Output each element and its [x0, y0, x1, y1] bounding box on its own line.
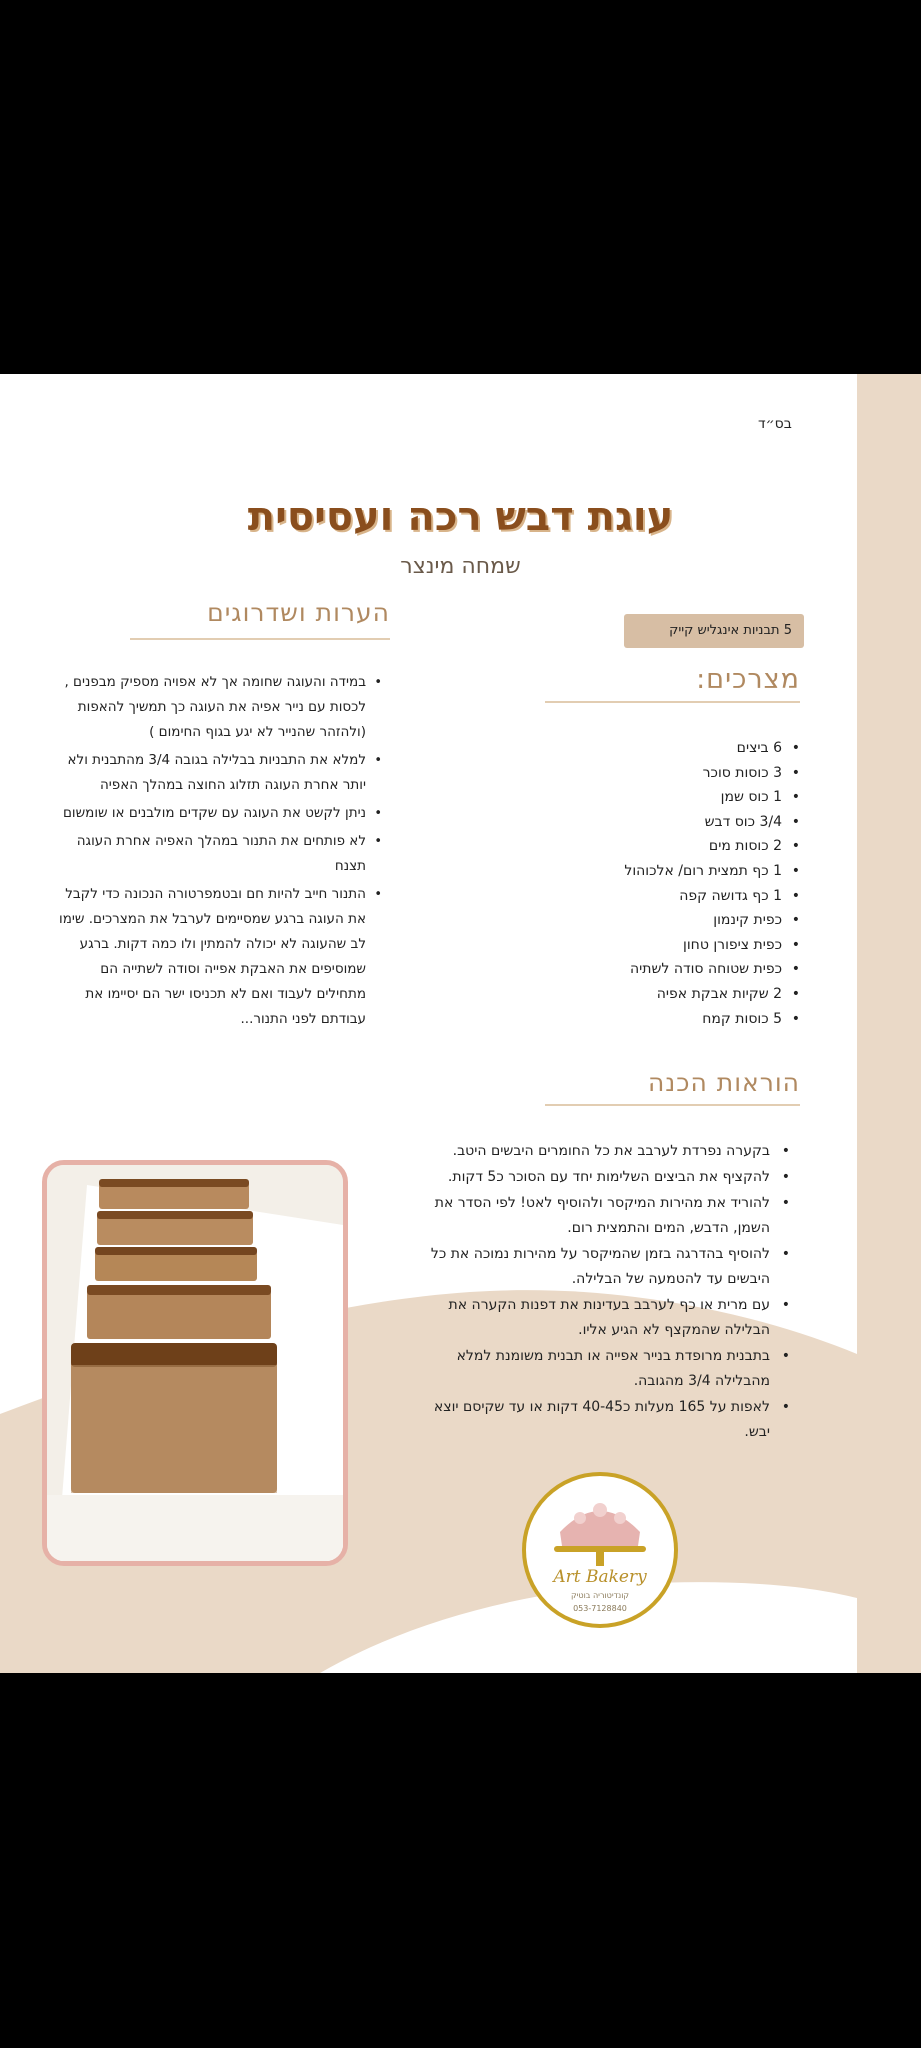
ingredient-item: • 2 כוסות מים — [560, 834, 800, 859]
preparation-divider — [545, 1104, 800, 1106]
svg-text:קונדיטוריה בוטיק: קונדיטוריה בוטיק — [570, 1591, 630, 1600]
art-bakery-logo — [520, 1470, 680, 1630]
step-item: • בקערה נפרדת לערבב את כל החומרים היבשים היטב. — [418, 1139, 790, 1164]
honey-cake-photo — [47, 1165, 343, 1561]
notes-list — [52, 670, 382, 1035]
step-item: • להוסיף בהדרגה בזמן שהמיקסר על מהירות נמוכה את כל היבשים עד להטמעה של הבלילה. — [418, 1242, 790, 1292]
note-item: • התנור חייב להיות חם ובטמפרטורה הנכונה כדי לקבל את העוגה ברגע שמסיימים לערבל את המצרכים. שימו לב שהעוגה לא יכולה להמתין ולו כמה דקות. ברגע שמוסיפים את האבקת אפייה וסודה לשתייה הם מתחילים לעבוד ואם לא תכניסו ישר הם יסיימו את עבודתם לפני התנור... — [52, 882, 382, 1032]
note-item: • למלא את התבניות בבלילה בגובה 3/4 מהתבנית ולא יותר אחרת העוגה תזלוג החוצה במהלך האפיה — [52, 748, 382, 798]
step-item: • בתבנית מרופדת בנייר אפייה או תבנית משומנת למלא מהבלילה 3/4 מהגובה. — [418, 1344, 790, 1394]
ingredient-item: • 1 כוס שמן — [560, 785, 800, 810]
ingredient-item: • 1 כף תמצית רום/ אלכוהול — [560, 859, 800, 884]
step-item: • להקציף את הביצים השלימות יחד עם הסוכר כ5 דקות. — [418, 1165, 790, 1190]
ingredients-heading: מצרכים: — [696, 664, 800, 695]
ingredient-item: • כפית שטוחה סודה לשתיה — [560, 957, 800, 982]
notes-heading: הערות ושדרוגים — [207, 598, 390, 627]
step-item: • לאפות על 165 מעלות כ40-45 דקות או עד שקיסם יוצא יבש. — [418, 1395, 790, 1445]
note-item: • במידה והעוגה שחומה אך לא אפויה מספיק מבפנים , לכסות עם נייר אפיה את העוגה כך תמשיך להאפות (ולהזהר שהנייר לא יגע בגוף החימום ) — [52, 670, 382, 745]
step-item: • להוריד את מהירות המיקסר ולהוסיף לאט! לפי הסדר את השמן, הדבש, המים והתמצית רום. — [418, 1191, 790, 1241]
notes-divider — [130, 638, 390, 640]
ingredient-item: • 3/4 כוס דבש — [560, 810, 800, 835]
ingredient-item: • 2 שקיות אבקת אפיה — [560, 982, 800, 1007]
ingredient-item: • כפית ציפורן טחון — [560, 933, 800, 958]
header-mark: בס״ד — [758, 416, 792, 432]
preparation-heading: הוראות הכנה — [647, 1068, 800, 1097]
pans-badge: 5 תבניות אינגליש קייק — [624, 614, 804, 648]
step-item: • עם מרית או כף לערבב בעדינות את דפנות הקערה את הבלילה שהמקצף לא הגיע אליו. — [418, 1293, 790, 1343]
recipe-author: שמחה מינצר — [400, 554, 521, 579]
note-item: • לא פותחים את התנור במהלך האפיה אחרת העוגה תצנח — [52, 829, 382, 879]
ingredients-divider — [545, 701, 800, 703]
recipe-title: עוגת דבש רכה ועסיסית — [247, 494, 674, 540]
cake-photo-frame — [42, 1160, 348, 1566]
recipe-page — [0, 374, 921, 1673]
ingredient-item: • 5 כוסות קמח — [560, 1007, 800, 1032]
ingredient-item: • 3 כוסות סוכר — [560, 761, 800, 786]
ingredients-list — [560, 736, 800, 1031]
ingredient-item: • 6 ביצים — [560, 736, 800, 761]
ingredient-item: • 1 כף גדושה קפה — [560, 884, 800, 909]
ingredient-item: • כפית קינמון — [560, 908, 800, 933]
svg-text:053-7128840: 053-7128840 — [573, 1604, 627, 1613]
preparation-steps-list — [418, 1139, 790, 1446]
note-item: • ניתן לקשט את העוגה עם שקדים מולבנים או שומשום — [52, 801, 382, 826]
svg-text:Art Bakery: Art Bakery — [553, 1567, 647, 1587]
